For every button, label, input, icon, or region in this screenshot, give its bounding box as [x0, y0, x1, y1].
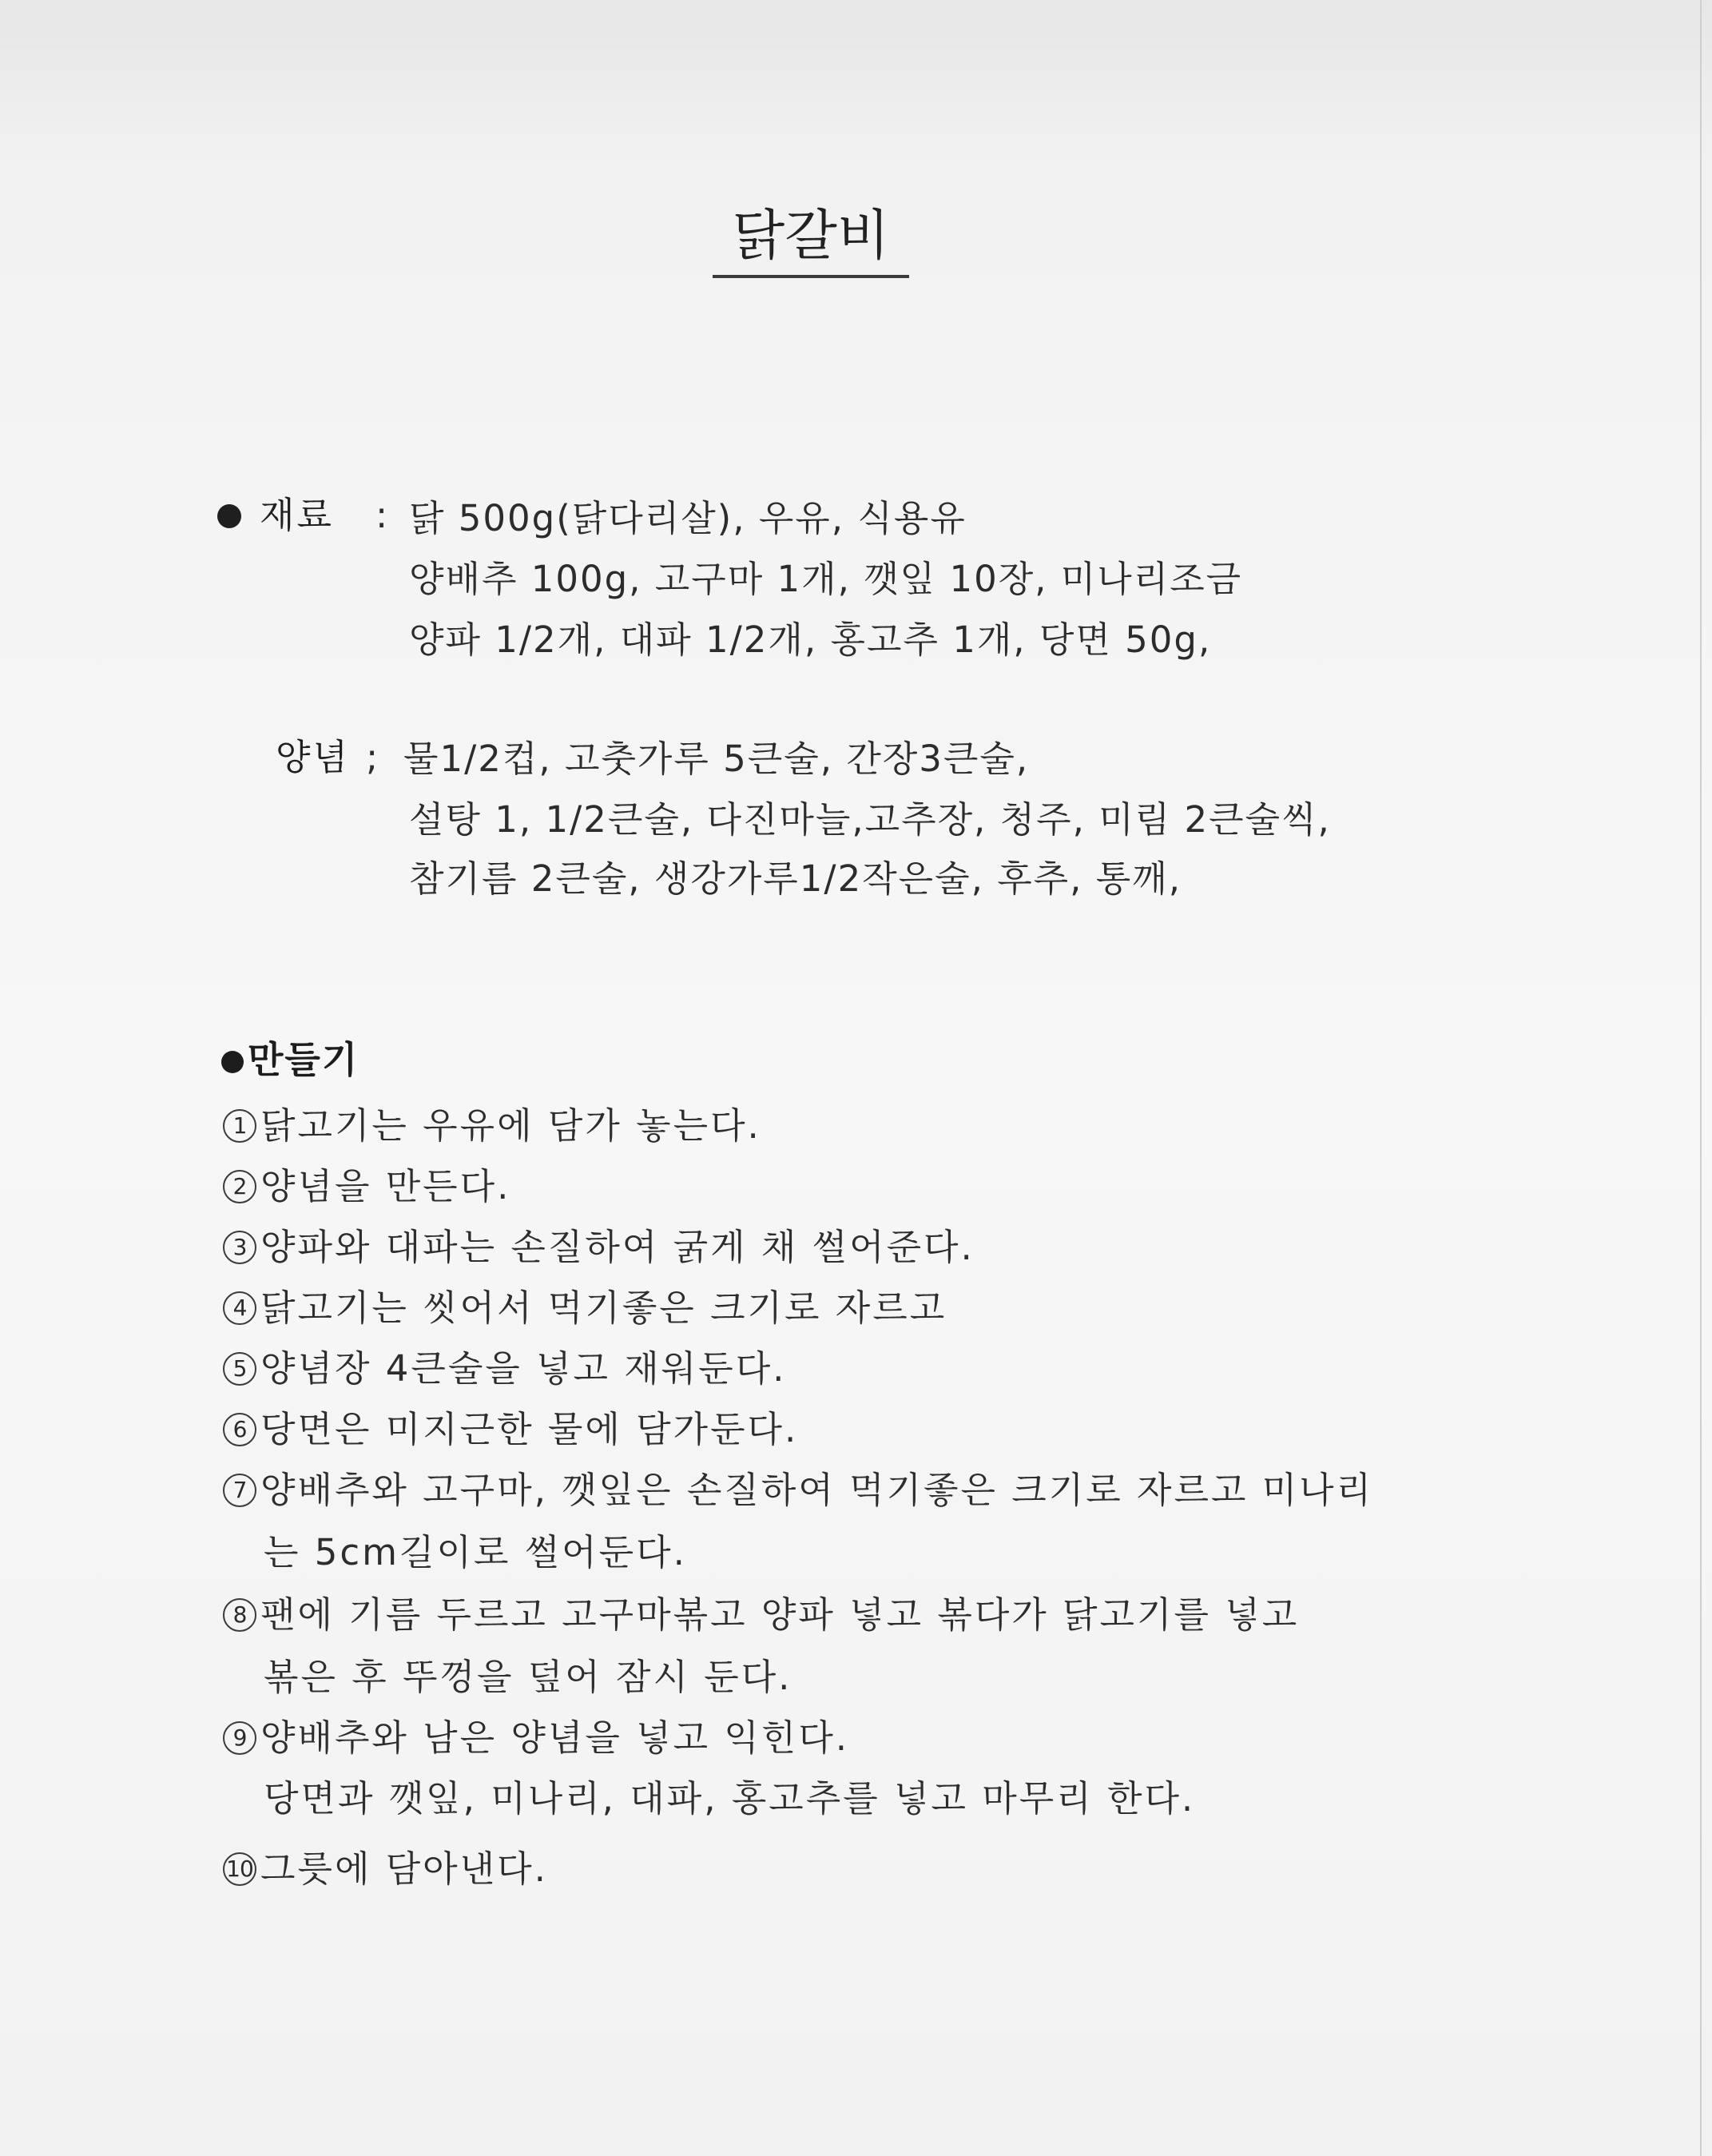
- seasoning-line-3: 참기름 2큰술, 생강가루1/2작은술, 후추, 통깨,: [409, 857, 1182, 900]
- step-text-3: 양파와 대파는 손질하여 굵게 채 썰어준다.: [260, 1226, 975, 1268]
- step-text-8: 팬에 기름 두르고 고구마볶고 양파 넣고 볶다가 닭고기를 넣고: [260, 1593, 1300, 1636]
- seasoning-separator: ;: [366, 736, 379, 778]
- step-text-1: 닭고기는 우유에 담가 놓는다.: [260, 1104, 761, 1147]
- step-number-8: 8: [223, 1598, 256, 1632]
- step-text-10: 그릇에 담아낸다.: [260, 1848, 548, 1890]
- page-title-text: 닭갈비: [713, 209, 908, 278]
- step-text-7-continued: 는 5cm길이로 썰어둔다.: [264, 1531, 687, 1573]
- step-text-9-continued: 당면과 깻잎, 미나리, 대파, 홍고추를 넣고 마무리 한다.: [264, 1777, 1196, 1820]
- step-number-6: 6: [223, 1413, 256, 1446]
- step-text-2: 양념을 만든다.: [260, 1165, 511, 1207]
- step-number-4: 4: [223, 1291, 256, 1325]
- seasoning-line-1: 물1/2컵, 고춧가루 5큰술, 간장3큰술,: [403, 738, 1030, 780]
- step-number-9: 9: [223, 1721, 256, 1755]
- ingredients-bullet: [217, 504, 241, 528]
- step-number-3: 3: [223, 1231, 256, 1264]
- step-number-1: 1: [223, 1109, 256, 1143]
- page-edge: [1700, 0, 1702, 2156]
- ingredients-separator: :: [375, 494, 388, 536]
- step-number-5: 5: [223, 1352, 256, 1386]
- step-number-2: 2: [223, 1170, 256, 1203]
- page-title: [711, 205, 911, 289]
- method-bullet: [221, 1051, 244, 1073]
- seasoning-line-2: 설탕 1, 1/2큰술, 다진마늘,고추장, 청주, 미림 2큰술씩,: [409, 798, 1331, 841]
- ingredients-line-1: 닭 500g(닭다리살), 우유, 식용유: [409, 497, 967, 539]
- ingredients-line-2: 양배추 100g, 고구마 1개, 깻잎 10장, 미나리조금: [409, 558, 1243, 600]
- ingredients-label: 재료: [260, 494, 334, 536]
- method-label: 만들기: [248, 1038, 359, 1081]
- step-number-10: 10: [223, 1852, 256, 1886]
- step-text-7: 양배추와 고구마, 깻잎은 손질하여 먹기좋은 크기로 자르고 미나리: [260, 1469, 1374, 1511]
- step-text-5: 양념장 4큰술을 넣고 재워둔다.: [260, 1347, 787, 1390]
- step-text-8-continued: 볶은 후 뚜껑을 덮어 잠시 둔다.: [264, 1656, 792, 1698]
- step-text-9: 양배추와 남은 양념을 넣고 익힌다.: [260, 1716, 850, 1759]
- step-text-6: 당면은 미지근한 물에 담가둔다.: [260, 1408, 799, 1450]
- ingredients-line-3: 양파 1/2개, 대파 1/2개, 홍고추 1개, 당면 50g,: [409, 619, 1212, 661]
- seasoning-label: 양념: [276, 736, 350, 778]
- step-text-4: 닭고기는 씻어서 먹기좋은 크기로 자르고: [260, 1287, 947, 1329]
- step-number-7: 7: [223, 1474, 256, 1507]
